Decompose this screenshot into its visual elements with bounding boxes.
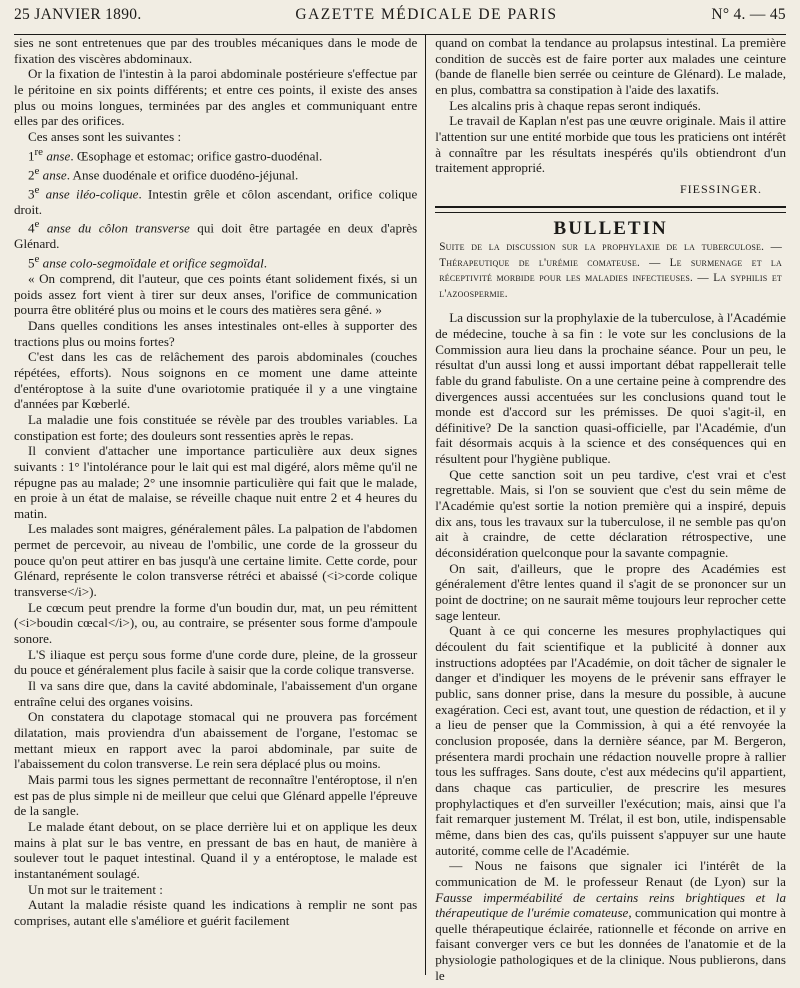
page-header: [14, 6, 786, 28]
author-signature: FIESSINGER.: [679, 181, 762, 196]
paragraph: Le malade étant debout, on se place derrière lui et on applique les deux mains à plat sur le bas ventre, en pressant de bas en haut, de manière à soulever tout le paquet intestinal. Quand il y a entéroptose, le malade est instantanément soulagé.: [14, 818, 418, 881]
paragraph: Quant à ce qui concerne les mesures prophylactiques qui découlent du fait scientifique et la publicité à donner aux instructions adoptées par l'Académie, on doit tâcher de signaler le danger et d'indiquer les moyens de le prévenir sans effrayer le public, sans donner prise, dans la mesure du possible, à aucune exagération. Ceci est, avant tout, une question de rédaction, et il y a lieu de penser que la Commission, à qui a été renvoyée la conclusion proposée, dans la dernière séance, par M. Bergeron, présentera mardi prochain une rédaction nouvelle propre à rallier tous les suffrages. Sans doute, c'est aux médecins qu'il appartient, dans chaque cas particulier, de prescrire les mesures prophylactiques et d'en surveiller l'exécution; mais, ainsi que l'a fait remarquer justement M. Trélat, il est bon, utile, indispensable même, dans bien des cas, qu'ils puissent s'appuyer sur une haute autorité, comme celle de l'Académie.: [435, 623, 786, 858]
paragraph: Que cette sanction soit un peu tardive, c'est vrai et c'est regrettable. Mais, si l'on se souvient que c'est du sein même de l'Académie qu'est sortie la notion première qui a inspiré, depuis dix ans, tous les travaux sur la tuberculose, il ne semble pas qu'on ait à craindre, de cette déclaration rétrospective, une déconsidération quelconque pour la savante compagnie.: [435, 466, 786, 561]
paragraph: « On comprend, dit l'auteur, que ces points étant solidement fixés, si un poids assez fort vient à tirer sur deux anses, l'orifice de communication pourra être oblitéré plus ou moins et le cours des matières sera gêné. »: [14, 270, 418, 318]
issue-number: N° 4. — 45: [711, 6, 786, 23]
paragraph: L'S iliaque est perçu sous forme d'une corde dure, pleine, de la grosseur du pouce et généralement plus facile à saisir que la corde colique transverse.: [14, 646, 418, 678]
paragraph: 3e anse iléo-colique. Intestin grêle et côlon ascendant, orifice colique droit.: [14, 183, 418, 217]
paragraph: — Nous ne faisons que signaler ici l'intérêt de la communication de M. le professeur Renaut (de Lyon) sur la Fausse imperméabilité de certains reins brightiques et la thérapeutique de l'urémie comateuse, communication qui montre à quelle thérapeutique éclairée, rationnelle et féconde on arrive en faisant converger vers ce but les données de l'anatomie et de la physiologie pathologiques et de la clinique. Nous publierons, dans le: [435, 858, 786, 983]
right-column: [426, 35, 786, 983]
paragraph: On sait, d'ailleurs, que le propre des Académies est généralement d'être lentes quand il s'agit de se prononcer sur un point de doctrine; on ne saurait même toujours leur reprocher cette sage lenteur.: [435, 560, 786, 623]
paragraph: La maladie une fois constituée se révèle par des troubles variables. La constipation est forte; des douleurs sont ressenties après le repas.: [14, 411, 418, 443]
bulletin-heading: BULLETIN: [553, 217, 668, 239]
section-rule: [435, 206, 786, 213]
columns: [14, 35, 786, 983]
paragraph: 2e anse. Anse duodénale et orifice duodéno-jéjunal.: [28, 164, 299, 182]
paragraph: Ces anses sont les suivantes :: [28, 128, 182, 144]
bulletin-summary: Suite de la discussion sur la prophylaxie de la tuberculose. — Thérapeutique de l'urémie comateuse. — Le surmenage et la réceptivité morbide pour les maladies infectieuses. — La syphilis et l'azoospermie.: [439, 241, 782, 300]
paragraph: Un mot sur le traitement :: [28, 881, 163, 897]
left-column: [14, 35, 425, 975]
paragraph: Les alcalins pris à chaque repas seront indiqués.: [449, 97, 701, 113]
paragraph: Mais parmi tous les signes permettant de reconnaître l'entéroptose, il n'en est pas de plus simple ni de meilleur que celui que Glénard appelle l'épreuve de la sangle.: [14, 771, 418, 819]
bulletin-body: [435, 310, 786, 983]
paragraph: La discussion sur la prophylaxie de la tuberculose, à l'Académie de médecine, touche à sa fin : le vote sur les conclusions de la Commission aura lieu dans la prochaine séance. Pour un peu, le résultat d'un aussi long et aussi important débat rappellerait telle fable du grand fabuliste. On a une certaine peine à comprendre des divergences aussi accentuées sur les conclusions quand tout le monde est d'accord sur les prémisses. De quoi s'agit-il, en définitive? De la sanction quasi-officielle, par l'Académie, d'un fait désormais acquis à la science et des conséquences qui en résultent pour l'hygiène publique.: [435, 310, 786, 467]
journal-title: GAZETTE MÉDICALE DE PARIS: [295, 6, 558, 23]
paragraph: 4e anse du côlon transverse qui doit être partagée en deux d'après Glénard.: [14, 218, 418, 252]
article-continuation: [435, 35, 786, 176]
paragraph: Le travail de Kaplan n'est pas une œuvre originale. Mais il attire l'attention sur une entité morbide que tous les praticiens ont intérêt à connaître par les résultats inespérés qu'ils obtiendront d'un traitement approprié.: [435, 113, 786, 176]
paragraph: sies ne sont entretenues que par des troubles mécaniques dans le mode de fixation des viscères abdominaux.: [14, 35, 418, 66]
paragraph: Il va sans dire que, dans la cavité abdominale, l'abaissement d'un organe entraîne celui des organes voisins.: [14, 678, 418, 709]
paragraph: Dans quelles conditions les anses intestinales ont-elles à supporter des tractions plus ou moins fortes?: [14, 317, 418, 349]
paragraph: 5e anse colo-segmoïdale et orifice segmoïdal.: [28, 252, 268, 271]
paragraph: Les malades sont maigres, généralement pâles. La palpation de l'abdomen permet de percevoir, au niveau de l'ombilic, une corde de la grosseur du pouce qu'on peut attirer en bas jusqu'à une certaine limite. Cette corde, pour Glénard, représente le colon transverse rétréci et abaissé (<i>corde colique transverse</i>).: [14, 521, 418, 600]
paragraph: Le cœcum peut prendre la forme d'un boudin dur, mat, un peu rémittent (<i>boudin cœcal</i>), ou, au contraire, se présenter sous forme d'ampoule sonore.: [14, 599, 418, 647]
paragraph: Autant la maladie résiste quand les indications à remplir ne sont pas comprises, autant elle s'améliore et guérit facilement: [14, 897, 418, 928]
paragraph: On constatera du clapotage stomacal qui ne prouvera pas forcément dilatation, mais proviendra d'un abaissement de l'organe, l'estomac se mettant mieux en rapport avec la paroi abdominale, par suite de l'abaissement du colon transverse. Le rein sera déplacé plus ou moins.: [14, 709, 418, 772]
issue-date: 25 JANVIER 1890.: [14, 6, 142, 23]
paragraph: C'est dans les cas de relâchement des parois abdominales (couches répétées, efforts). Nous soignons en ce moment une dame atteinte d'entéroptose à la suite d'une ovariotomie pratiquée il y a une vingtaine d'années par Kœberlé.: [14, 349, 418, 412]
paragraph: quand on combat la tendance au prolapsus intestinal. La première condition de succès est de faire porter aux malades une ceinture (bande de flanelle bien serrée ou ceinture de Glénard). Le malade, en plus, combattra sa constipation à l'aide des laxatifs.: [435, 35, 786, 97]
paragraph: Il convient d'attacher une importance particulière aux deux signes suivants : 1° l'intolérance pour le lait qui est mal digéré, alors même qu'il ne répugne pas au malade; 2° une insomnie particulière qui fait que le malade, en proie à un état de malaise, se réveille chaque nuit entre 2 et 4 heures du matin.: [14, 443, 418, 521]
paragraph: Or la fixation de l'intestin à la paroi abdominale postérieure s'effectue par le péritoine en six points différents; et entre ces points, il existe des anses plus ou moins longues, terminées par des angles et communiquant entre elles par des orifices.: [14, 66, 418, 129]
paragraph: 1re anse. Œsophage et estomac; orifice gastro-duodénal.: [28, 145, 323, 163]
